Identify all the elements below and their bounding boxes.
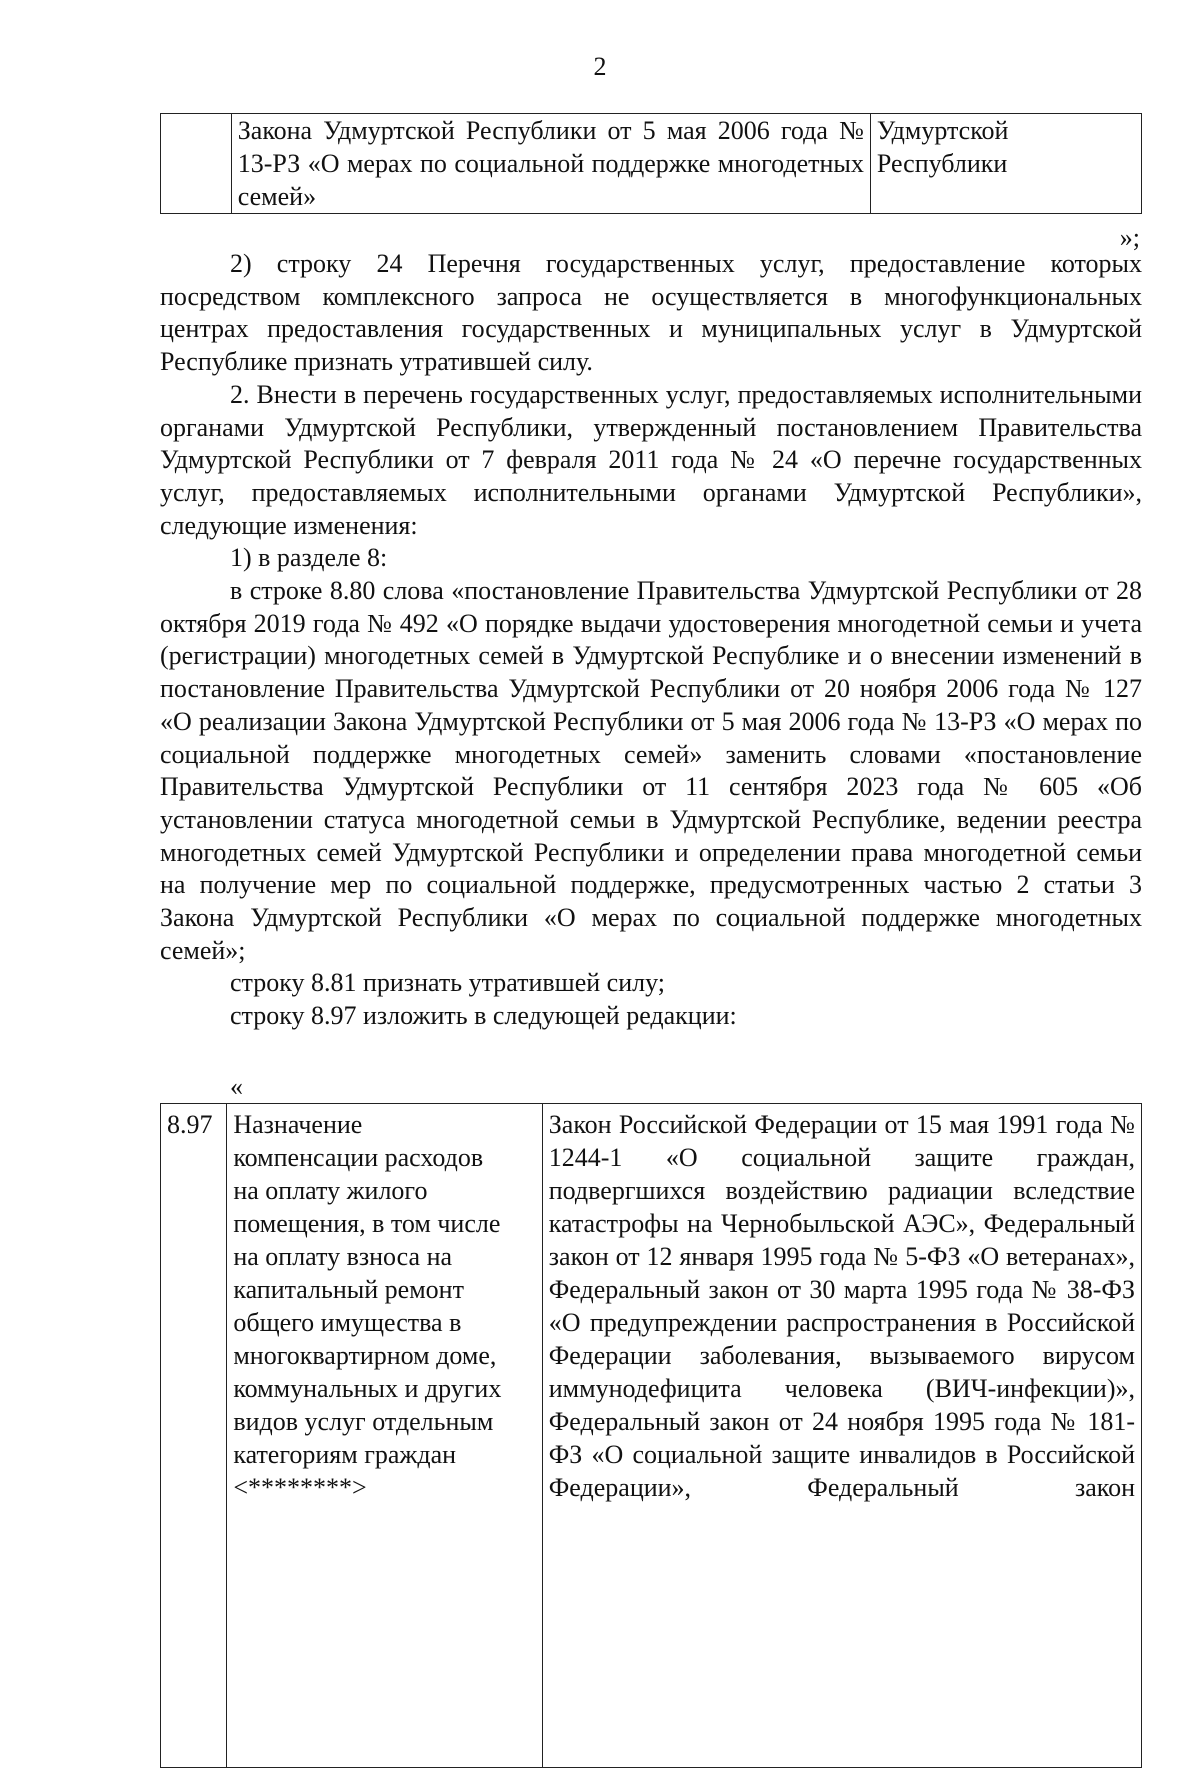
service-line: помещения, в том числе xyxy=(233,1209,501,1238)
services-table xyxy=(160,1103,1142,1768)
service-line: на оплату взноса на xyxy=(233,1242,453,1271)
service-line: коммунальных и других xyxy=(233,1374,502,1403)
service-line: компенсации расходов xyxy=(233,1143,484,1172)
paragraph: 1) в разделе 8: xyxy=(230,543,388,573)
table-cell-number: 8.97 xyxy=(161,1104,227,1768)
service-line: Назначение xyxy=(233,1110,363,1139)
continuation-table xyxy=(160,113,1142,214)
service-line: капитальный ремонт xyxy=(233,1275,464,1304)
open-quote: « xyxy=(230,1072,243,1101)
table-cell-authority: Удмуртской Республики xyxy=(870,114,1141,214)
table-cell-legal-basis: Закон Российской Федерации от 15 мая 1991 года № 1244-1 «О социальной защите граждан, подвергшихся воздействию радиации вследствие катастрофы на Чернобыльской АЭС», Федеральный закон от 12 января 1995 года № 5-ФЗ «О ветеранах», Федеральный закон от 30 марта 1995 года № 38-ФЗ «О предупреждении распространения в Российской Федерации заболевания, вызываемого вирусом иммунодефицита человека (ВИЧ-инфекции)», Федеральный закон от 24 ноября 1995 года № 181-ФЗ «О социальной защите инвалидов в Российской Федерации», Федеральный закон xyxy=(542,1104,1141,1768)
table-cell-number xyxy=(161,114,232,214)
service-line: категориям граждан xyxy=(233,1440,457,1469)
paragraph: 2) строку 24 Перечня государственных услуг, предоставление которых посредством комплексного запроса не осуществляется в многофункциональных центрах предоставления государственных и муниципальных услуг в Удмуртской Республике признать утратившей силу. xyxy=(160,249,1142,377)
service-line: многоквартирном доме, xyxy=(233,1341,497,1370)
page-number: 2 xyxy=(593,52,607,81)
closing-quote: »; xyxy=(1119,223,1140,252)
service-line: на оплату жилого xyxy=(233,1176,428,1205)
service-line: <********> xyxy=(233,1473,367,1502)
service-line: видов услуг отдельным xyxy=(233,1407,494,1436)
table-row xyxy=(161,1104,1142,1768)
service-line: общего имущества в xyxy=(233,1308,462,1337)
paragraph: строку 8.97 изложить в следующей редакции: xyxy=(230,1001,737,1031)
table-row xyxy=(161,114,1142,214)
paragraph: строку 8.81 признать утратившей силу; xyxy=(230,968,665,998)
paragraph: 2. Внести в перечень государственных услуг, предоставляемых исполнительными органами Удмуртской Республики, утвержденный постановлением Правительства Удмуртской Республики от 7 февраля 2011 года № 24 «О перечне государственных услуг, предоставляемых исполнительными органами Удмуртской Республики», следующие изменения: xyxy=(160,379,1142,540)
table-cell-service xyxy=(227,1104,542,1768)
table-cell-basis: Закона Удмуртской Республики от 5 мая 2006 года № 13-РЗ «О мерах по социальной поддержке многодетных семей» xyxy=(231,114,870,214)
paragraph: в строке 8.80 слова «постановление Правительства Удмуртской Республики от 28 октября 2019 года № 492 «О порядке выдачи удостоверения многодетной семьи и учета (регистрации) многодетных семей в Удмуртской Республике и о внесении изменений в постановление Правительства Удмуртской Республики от 20 ноября 2006 года № 127 «О реализации Закона Удмуртской Республики от 5 мая 2006 года № 13-РЗ «О мерах по социальной поддержке многодетных семей» заменить словами «постановление Правительства Удмуртской Республики от 11 сентября 2023 года № 605 «Об установлении статуса многодетной семьи в Удмуртской Республике, ведении реестра многодетных семей Удмуртской Республики и определении права многодетной семьи на получение мер по социальной поддержке, предусмотренных частью 2 статьи 3 Закона Удмуртской Республики «О мерах по социальной поддержке многодетных семей»; xyxy=(160,576,1142,965)
body-text xyxy=(160,248,1142,1033)
